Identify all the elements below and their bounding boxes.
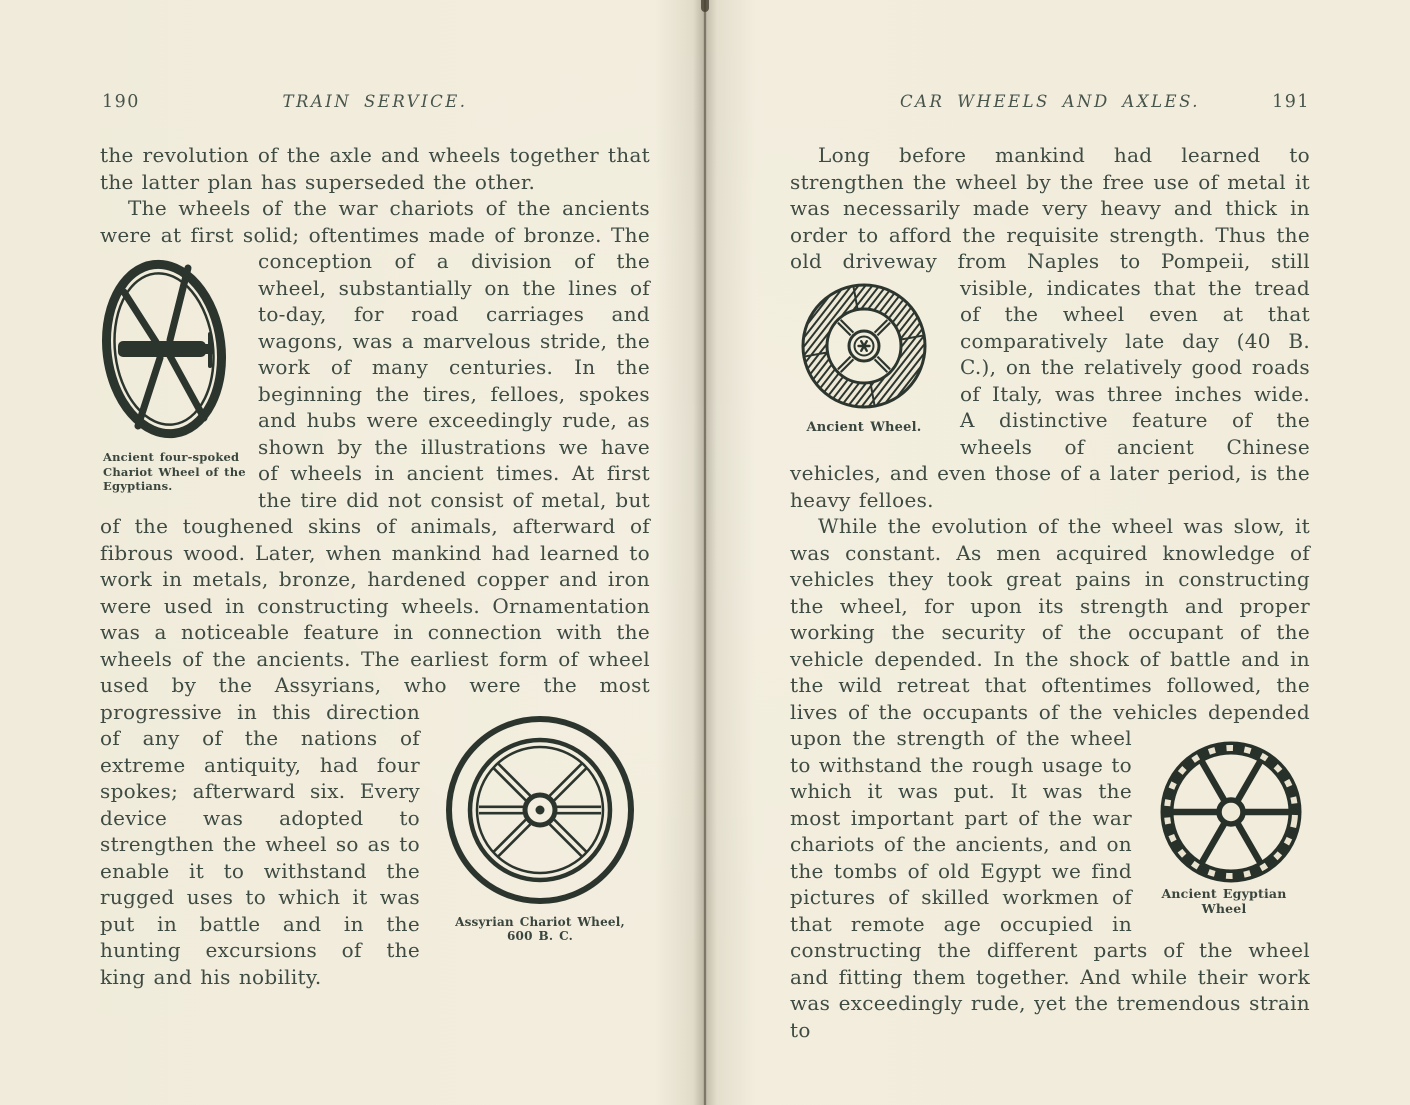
paragraph-text: strength of the wheel to withstand the rough usage to which it was put. It was the most important part of the war chariots of the ancients, and on the tombs of old Egypt we find pictures of skilled workmen of that remote age occupied in constructing the different parts of the wheel and fitting them together. And while their work was exceedingly rude, yet the tremendous strain to xyxy=(790,726,1310,1042)
right-page-header xyxy=(790,90,1310,116)
right-running-title: CAR WHEELS AND AXLES. xyxy=(899,92,1201,111)
figure-caption: Ancient Wheel. xyxy=(806,419,922,435)
right-page-number: 191 xyxy=(1272,92,1310,112)
figure-assyrian-chariot-wheel xyxy=(430,705,650,943)
figure-caption-line: 600 B. C. xyxy=(506,929,574,943)
figure-ancient-egyptian-wheel xyxy=(1138,727,1310,916)
ancient-wheel-illustration xyxy=(798,281,930,415)
figure-caption: Ancient Egyptian Wheel xyxy=(1161,886,1287,916)
right-page xyxy=(705,0,1410,1105)
right-page-body xyxy=(790,142,1310,1043)
paragraph-text: Long before mankind had learned to strengthen the wheel by the free use of metal it was necessarily made very heavy and thick in order to afford the requisite strength. Thus the old driveway from Naples to Pompeii, still visible, indicates xyxy=(790,143,1310,300)
paragraph xyxy=(100,142,650,195)
paragraph-text: The wheels of the war chariots of the ancients were at first solid; oftentimes made of bronze. xyxy=(100,196,650,247)
figure-egyptian-four-spoked-wheel xyxy=(100,256,250,504)
paragraph-text: in this direction of any of the nations of extreme antiquity, had four spokes; afterward six. Every device was adopted to strengthen the wheel so as to enable it to withstand the rugged uses to which it was put in battle and in the hunting excursions of the king and his nobility. xyxy=(100,699,420,989)
left-running-title: TRAIN SERVICE. xyxy=(282,92,468,111)
paragraph-text: The conception of a division of the wheel, substantially on the lines of to-day, for road carriages and wagons, was a marvelous stride, the work of many centuries. In the beginning the tires, felloes, spokes and hubs were exceedingly rude, as shown by the illustrations we have of wheels in ancient times. At first the tire did not consist of metal, but of the toughened skins of animals, afterward of fibrous wood. Later, when mankind had learned to work in metals, bronze, hardened copper and iron were used in constructing wheels. Ornamentation was a noticeable feature in connection with the wheels of the ancients. The earliest form of wheel used by the Assyrians, who were the most progressive xyxy=(100,222,650,724)
figure-caption: Ancient four-spoked Chariot Wheel of the Egyptians. xyxy=(103,450,246,493)
ancient-egyptian-wheel-illustration xyxy=(1156,737,1306,887)
paragraph-text: that the tread of the wheel even at that comparatively late day (40 B. C.), on the relatively good roads of Italy, was three inches wide. A distinctive feature of the wheels of ancient Chinese vehicles, and even those of a later period, is the heavy felloes. xyxy=(790,275,1310,512)
figure-ancient-wheel xyxy=(790,277,952,437)
left-page-body xyxy=(100,142,650,990)
paragraph-text: the revolution of the axle and wheels together that the latter plan has superseded the other. xyxy=(100,143,650,194)
egyptian-four-spoked-wheel-illustration xyxy=(100,256,242,444)
figure-caption-line: Assyrian Chariot Wheel, xyxy=(455,914,625,929)
assyrian-chariot-wheel-illustration xyxy=(442,713,638,907)
paragraph xyxy=(790,142,1310,513)
paragraph xyxy=(790,513,1310,1043)
paragraph-text: While the evolution of the wheel was slow, it was constant. As men acquired knowledge of vehicles they took great pains in constructing the wheel, for upon its strength and proper working the security of the occupant of the vehicle depended. In the shock of battle and in the wild retreat that oftentimes followed, the lives of the occupants of the vehicles depended upon the xyxy=(790,514,1310,750)
left-page-number: 190 xyxy=(102,92,140,112)
paragraph xyxy=(100,195,650,990)
left-page-header xyxy=(100,90,650,116)
